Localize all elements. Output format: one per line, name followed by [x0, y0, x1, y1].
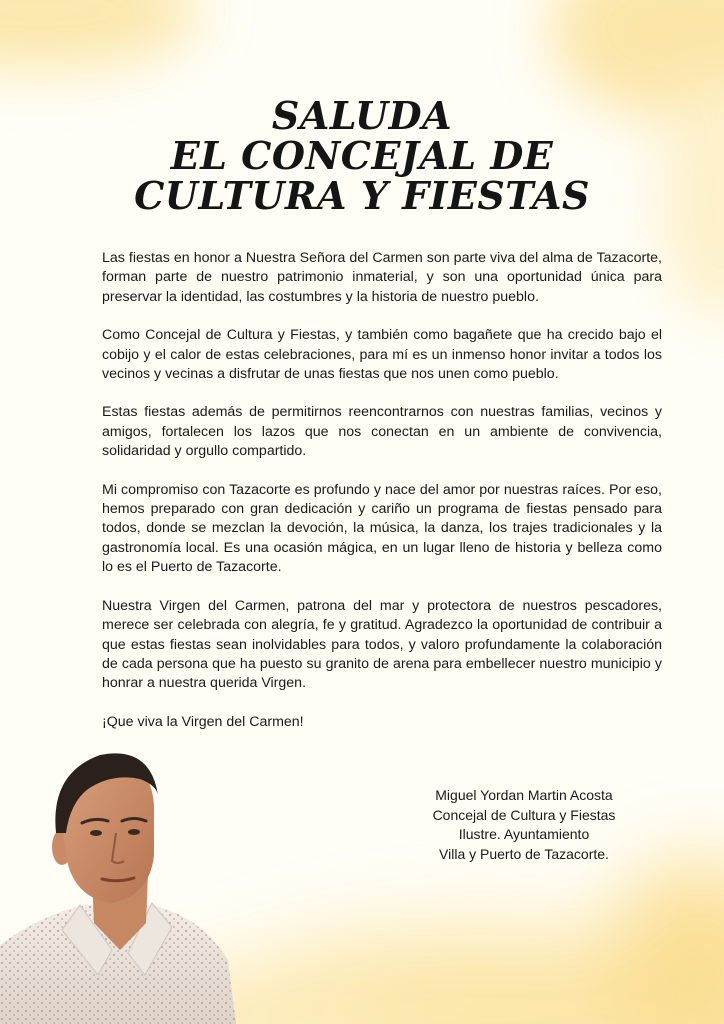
title-line-1: SALUDA	[271, 93, 453, 138]
portrait-photo	[0, 745, 240, 1024]
signature-block	[404, 786, 644, 864]
signer-role: Concejal de Cultura y Fiestas	[432, 806, 616, 823]
title-line-2: EL CONCEJAL DE	[170, 133, 554, 178]
page-title	[0, 93, 724, 218]
title-line-3: CULTURA Y FIESTAS	[134, 173, 590, 218]
paragraph-5: Nuestra Virgen del Carmen, patrona del mar y protectora de nuestros pescadores, merece ser celebrada con alegría, fe y gratitud. Agradezco la oportunidad de contribuir a que estas fiestas sean inolvidables para todos, y valoro profundamente la colaboración de cada persona que ha puesto su granito de arena para embellecer nuestro municipio y honrar a nuestra querida Virgen.	[102, 597, 662, 692]
paragraph-3: Estas fiestas además de permitirnos reencontrarnos con nuestras familias, vecinos y amigos, fortalecen los lazos que nos conectan en un ambiente de convivencia, solidaridad y orgullo compartido.	[102, 404, 662, 460]
signer-name: Miguel Yordan Martin Acosta	[435, 787, 613, 803]
closing-line: ¡Que viva la Virgen del Carmen!	[102, 713, 304, 730]
letter-body	[102, 249, 662, 751]
signer-institution: Ilustre. Ayuntamiento	[458, 826, 590, 842]
paragraph-2: Como Concejal de Cultura y Fiestas, y también como bagañete que ha crecido bajo el cobijo y el calor de estas celebraciones, para mí es un inmenso honor invitar a todos los vecinos y vecinas a disfrutar de unas fiestas que nos unen como pueblo.	[102, 327, 662, 383]
paragraph-1: Las fiestas en honor a Nuestra Señora del Carmen son parte viva del alma de Tazacorte, forman parte de nuestro patrimonio inmaterial, y son una oportunidad única para preservar la identidad, las costumbres y la historia de nuestro pueblo.	[102, 250, 662, 305]
paragraph-4: Mi compromiso con Tazacorte es profundo y nace del amor por nuestras raíces. Por eso, hemos preparado con gran dedicación y cariño un programa de fiestas pensado para todos, donde se mezclan la devoción, la música, la danza, los trajes tradicionales y la gastronomía local. Es una ocasión mágica, en un lugar lleno de historia y belleza como lo es el Puerto de Tazacorte.	[102, 481, 662, 576]
signer-place: Villa y Puerto de Tazacorte.	[439, 845, 609, 862]
